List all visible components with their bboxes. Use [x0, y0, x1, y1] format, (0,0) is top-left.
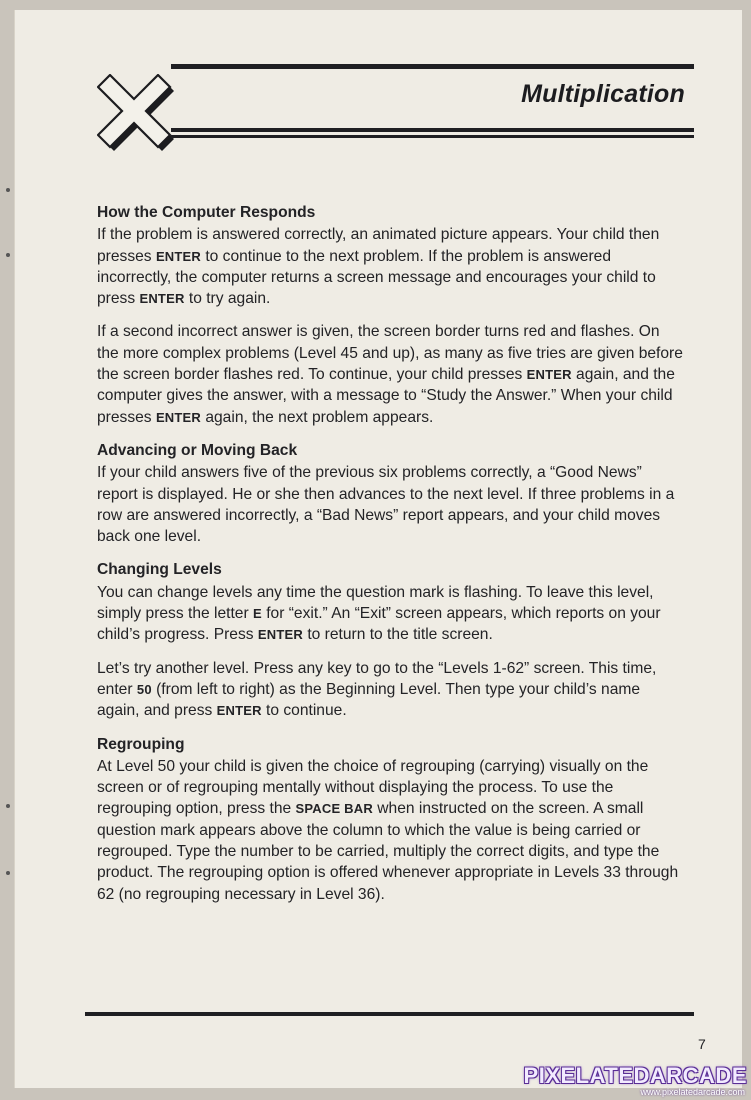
- section-heading: Changing Levels: [97, 561, 222, 579]
- key-name: ENTER: [257, 627, 303, 643]
- key-name: E: [253, 606, 262, 622]
- paragraph: [97, 224, 683, 309]
- text-run: again, the next problem appears.: [201, 408, 434, 426]
- header-rule-bottom-1: [171, 128, 694, 132]
- binder-mark: [6, 188, 10, 192]
- text-run: again, and the computer gives the answer, with a message to “Study the Answer.” When your child presses: [97, 366, 675, 426]
- text-run: to try again.: [184, 290, 271, 308]
- header-rule-top: [171, 64, 694, 69]
- binder-mark: [6, 871, 10, 875]
- text-run: You can change levels any time the question mark is flashing. To leave this level, simply press the letter: [97, 583, 654, 623]
- multiplication-x-icon: [97, 74, 175, 152]
- key-name: ENTER: [526, 367, 572, 383]
- key-name: SPACE BAR: [295, 801, 373, 817]
- text-run: to return to the title screen.: [302, 626, 493, 644]
- watermark-logo: PIXELATEDARCADE: [523, 1063, 747, 1088]
- text-run: At Level 50 your child is given the choice of regrouping (carrying) visually on the screen or of regrouping mentally without displaying the process. To use the regrouping option, press the: [97, 757, 649, 818]
- section-heading: How the Computer Responds: [97, 204, 316, 221]
- section-heading: Advancing or Moving Back: [97, 441, 298, 459]
- manual-page: [14, 10, 742, 1088]
- page-number: 7: [698, 1036, 706, 1052]
- paragraph: [97, 756, 683, 905]
- key-name: ENTER: [216, 703, 262, 719]
- body-text: [97, 202, 683, 917]
- text-run: (from left to right) as the Beginning Level. Then type your child’s name again, and press: [97, 680, 641, 720]
- paragraph: [97, 321, 683, 427]
- text-run: for “exit.” An “Exit” screen appears, which reports on your child’s progress. Press: [97, 605, 661, 644]
- key-name: ENTER: [155, 409, 201, 425]
- key-name: ENTER: [155, 248, 201, 264]
- text-run: If your child answers five of the previous six problems correctly, a “Good News” report is displayed. He or she then advances to the next level. If three problems in a row are answered incorrectly, a “Bad News” report appears, and your child moves back one level.: [97, 464, 675, 546]
- header-rule-bottom-2: [171, 135, 694, 138]
- key-name: ENTER: [139, 291, 185, 307]
- text-run: If a second incorrect answer is given, the screen border turns red and flashes. On the more complex problems (Level 45 and up), as many as five tries are given before the screen border flashes red. To continue, your child presses: [97, 323, 683, 384]
- text-run: If the problem is answered correctly, an animated picture appears. Your child then presses: [97, 226, 660, 265]
- page-title: Multiplication: [521, 80, 685, 108]
- footer-rule: [85, 1012, 694, 1016]
- text-run: when instructed on the screen. A small question mark appears above the column to which the value is being carried or regrouped. Type the number to be carried, multiply the correct digits, and type the product. The regrouping option is offered whenever appropriate in Levels 33 through 62 (no regrouping necessary in Level 36).: [97, 800, 679, 903]
- section-heading: Regrouping: [97, 735, 185, 753]
- binder-mark: [6, 253, 10, 257]
- key-name: 50: [136, 681, 152, 697]
- text-run: to continue to the next problem. If the problem is answered incorrectly, the computer returns a screen message and encourages your child to press: [97, 247, 656, 308]
- text-run: Let’s try another level. Press any key to go to the “Levels 1-62” screen. This time, enter: [97, 659, 657, 698]
- paragraph: [97, 582, 683, 646]
- binder-mark: [6, 804, 10, 808]
- paragraph: [97, 658, 683, 722]
- watermark-url: www.pixelatedarcade.com: [640, 1087, 745, 1097]
- paragraph: [97, 462, 683, 547]
- text-run: to continue.: [261, 702, 347, 720]
